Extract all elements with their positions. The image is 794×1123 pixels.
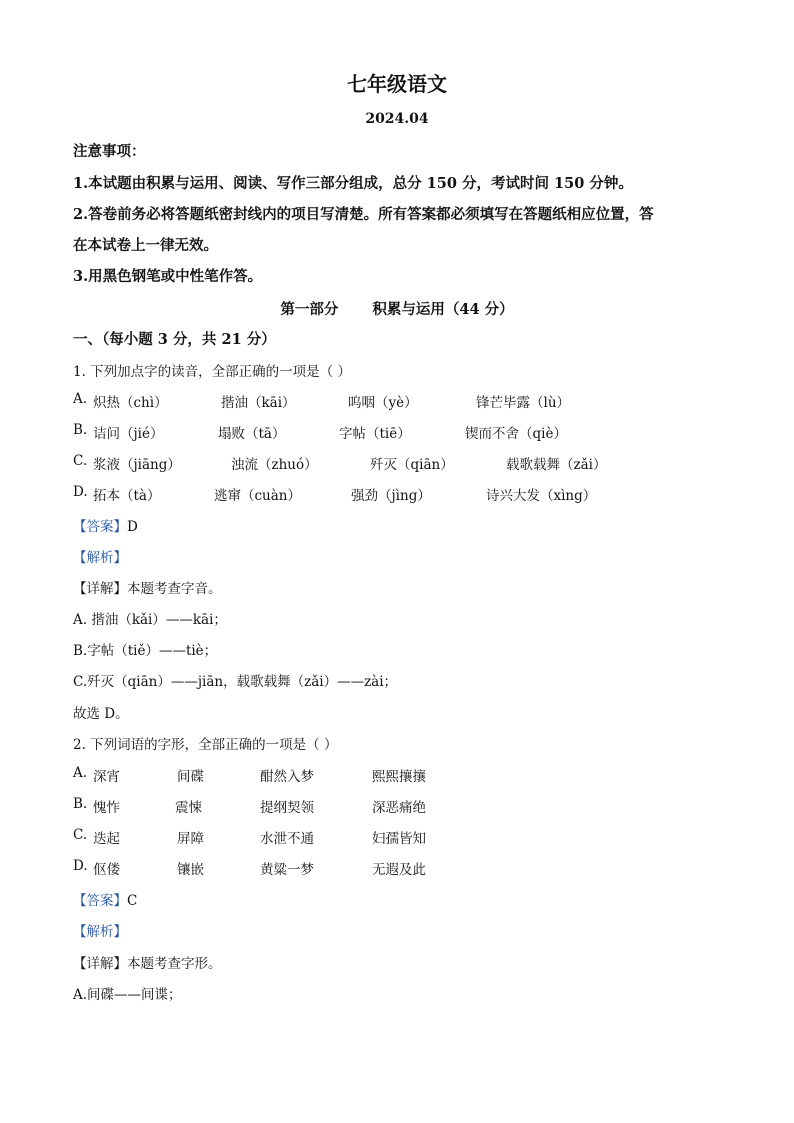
q1-analysis-tag: 【解析】 (73, 550, 127, 566)
option-item: 锋芒毕露（lù） (476, 395, 571, 411)
page-title: 七年级语文 (347, 72, 447, 96)
option-item: 炽热（chì） (93, 395, 168, 411)
option-label: D. (73, 484, 88, 500)
option-item: 屏障 (177, 831, 204, 847)
answer-value: D (127, 519, 138, 535)
exam-date: 2024.04 (365, 111, 429, 127)
q2-analysis-tag: 【解析】 (73, 924, 127, 940)
option-item: 逃窜（cuàn） (214, 488, 301, 504)
option-item: 字帖（tiē） (339, 426, 411, 442)
option-item: 歼灭（qiān） (370, 457, 454, 473)
option-item: 黄粱一梦 (260, 862, 314, 878)
note-item-3: 3.用黑色钢笔或中性笔作答。 (73, 268, 263, 285)
option-item: 浊流（zhuó） (231, 457, 318, 473)
option-item: 提纲契领 (260, 800, 314, 816)
option-item: 深宵 (93, 769, 120, 785)
option-item: 间碟 (177, 769, 204, 785)
q2-detail-line-1: A.间碟——间谍； (73, 987, 182, 1003)
section-name: 积累与运用（44 分） (372, 301, 514, 318)
option-label: B. (73, 422, 88, 438)
option-item: 强劲（jìng） (351, 488, 431, 504)
option-item: 诗兴大发（xìng） (486, 488, 597, 504)
option-item: 塌败（tā） (218, 426, 286, 442)
option-item: 震悚 (175, 800, 202, 816)
option-item: 镶嵌 (177, 862, 204, 878)
q1-conclusion: 故选 D。 (73, 706, 129, 722)
q1-detail-line-2: B.字帖（tiě）——tiè； (73, 643, 218, 659)
option-item: 拓本（tà） (93, 488, 161, 504)
detail-tag: 【详解】 (73, 581, 127, 597)
note-item-2-line-2: 在本试卷上一律无效。 (73, 237, 218, 254)
answer-value: C (127, 893, 138, 909)
q1-detail-line-3: C.歼灭（qiān）——jiān，载歌载舞（zǎi）——zài； (73, 674, 398, 690)
section-part: 第一部分 (280, 301, 339, 318)
detail-tag: 【详解】 (73, 956, 127, 972)
option-item: 深恶痛绝 (372, 800, 426, 816)
option-label: A. (73, 765, 88, 781)
detail-text: 本题考查字形。 (127, 956, 222, 972)
question-2-stem: 2. 下列词语的字形，全部正确的一项是（ ） (73, 737, 338, 753)
note-item-2-line-1: 2.答卷前务必将答题纸密封线内的项目写清楚。所有答案都必须填写在答题纸相应位置，答 (73, 206, 654, 223)
option-item: 载歌载舞（zǎi） (506, 457, 607, 473)
option-item: 无遐及此 (372, 862, 426, 878)
q1-detail (73, 577, 222, 597)
option-item: 迭起 (93, 831, 120, 847)
answer-tag: 【答案】 (73, 893, 127, 909)
section-heading (0, 298, 794, 319)
option-label: A. (73, 391, 88, 407)
q1-answer (73, 515, 138, 535)
question-1-stem: 1. 下列加点字的读音，全部正确的一项是（ ） (73, 364, 351, 380)
option-label: C. (73, 827, 88, 843)
notes-heading: 注意事项： (73, 143, 146, 160)
option-label: C. (73, 453, 88, 469)
detail-text: 本题考查字音。 (127, 581, 222, 597)
option-item: 酣然入梦 (260, 769, 314, 785)
note-item-1: 1.本试题由积累与运用、阅读、写作三部分组成，总分 150 分，考试时间 150 分钟。 (73, 175, 633, 192)
option-item: 伛偻 (93, 862, 120, 878)
q2-detail (73, 952, 222, 972)
option-item: 水泄不通 (260, 831, 314, 847)
option-item: 愧怍 (93, 800, 120, 816)
option-item: 浆液（jiāng） (93, 457, 181, 473)
option-item: 妇孺皆知 (372, 831, 426, 847)
option-label: B. (73, 796, 88, 812)
option-item: 诘问（jié） (93, 426, 164, 442)
q2-answer (73, 889, 137, 909)
group-heading: 一、（每小题 3 分，共 21 分） (73, 331, 276, 348)
option-item: 呜咽（yè） (348, 395, 418, 411)
option-item: 熙熙攘攘 (372, 769, 426, 785)
answer-tag: 【答案】 (73, 519, 127, 535)
option-item: 揩油（kāi） (221, 395, 296, 411)
option-label: D. (73, 858, 88, 874)
q1-detail-line-1: A. 揩油（kǎi）——kāi； (73, 612, 227, 628)
option-item: 锲而不舍（qiè） (465, 426, 567, 442)
